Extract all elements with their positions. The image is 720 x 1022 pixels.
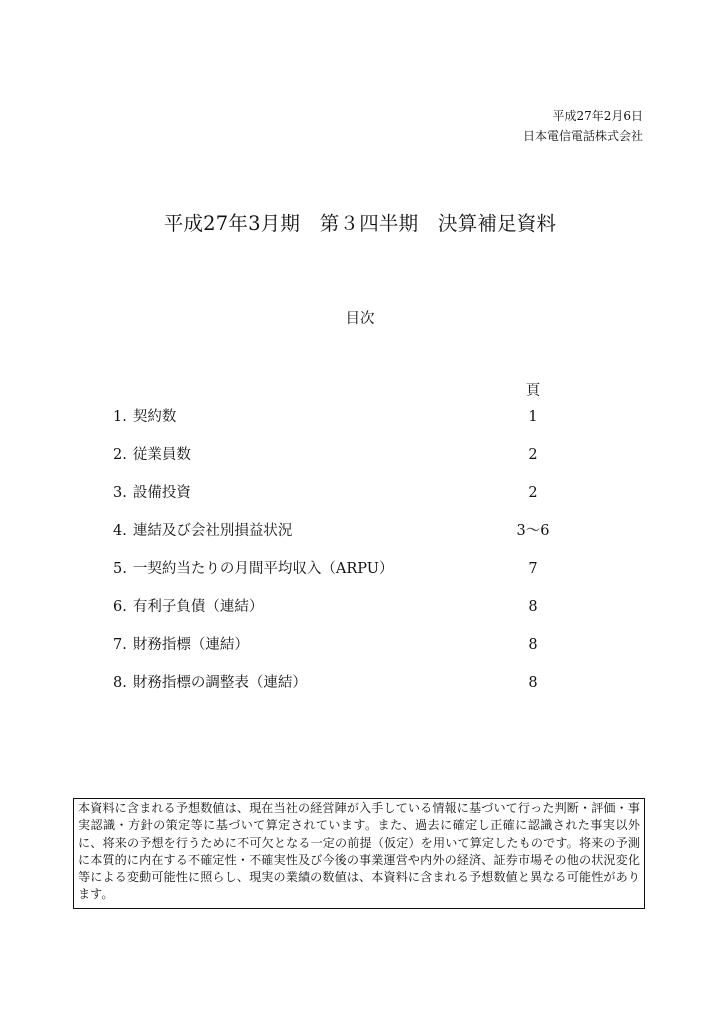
toc-item-number: 2. [113, 447, 127, 463]
toc-item-label: 契約数 [132, 409, 177, 425]
toc-heading: 目次 [345, 311, 375, 327]
company-name: 日本電信電話株式会社 [522, 129, 643, 143]
toc-item [113, 404, 573, 442]
toc-item-label: 設備投資 [132, 485, 191, 501]
toc-item-number: 7. [113, 637, 127, 653]
toc-item [113, 518, 573, 556]
toc-item-label: 一契約当たりの月間平均収入（ARPU） [132, 561, 394, 577]
toc-item-page: 8 [528, 599, 538, 615]
toc-item-label: 有利子負債（連結） [132, 599, 264, 615]
toc-page-column-header: 頁 [525, 383, 541, 399]
toc-item-label: 従業員数 [132, 447, 191, 463]
toc-item-page: 2 [528, 485, 538, 501]
toc-item [113, 594, 573, 632]
toc-item-page: 8 [528, 637, 538, 653]
toc-item-page: 1 [528, 409, 538, 425]
toc-item-label: 連結及び会社別損益状況 [132, 523, 293, 539]
toc-item-number: 3. [113, 485, 127, 501]
toc-item-page: 7 [528, 561, 538, 577]
toc-item-number: 5. [113, 561, 127, 577]
toc-item [113, 632, 573, 670]
document-title: 平成27年3月期 第３四半期 決算補足資料 [163, 212, 557, 235]
document-header [523, 106, 643, 146]
issue-date: 平成27年2月6日 [552, 109, 643, 123]
toc-item-label: 財務指標の調整表（連結） [132, 675, 307, 691]
toc-item [113, 556, 573, 594]
toc-item-number: 6. [113, 599, 127, 615]
toc-item-page: 3～6 [516, 523, 550, 539]
toc-item [113, 670, 573, 708]
table-of-contents [113, 404, 573, 708]
toc-item-number: 1. [113, 409, 127, 425]
toc-item-number: 4. [113, 523, 127, 539]
toc-item [113, 480, 573, 518]
forward-looking-disclaimer: 本資料に含まれる予想数値は、現在当社の経営陣が入手している情報に基づいて行った判断・評価・事実認識・方針の策定等に基づいて算定されています。また、過去に確定し正確に認識された事実以外に、将来の予想を行うために不可欠となる一定の前提（仮定）を用いて算定したものです。将来の予測に本質的に内在する不確定性・不確実性及び今後の事業運営や内外の経済、証券市場その他の状況変化等による変動可能性に照らし、現実の業績の数値は、本資料に含まれる予想数値と異なる可能性があります。 [73, 798, 645, 909]
toc-item-label: 財務指標（連結） [132, 637, 249, 653]
toc-item-page: 2 [528, 447, 538, 463]
toc-item-page: 8 [528, 675, 538, 691]
toc-item-number: 8. [113, 675, 127, 691]
toc-item [113, 442, 573, 480]
